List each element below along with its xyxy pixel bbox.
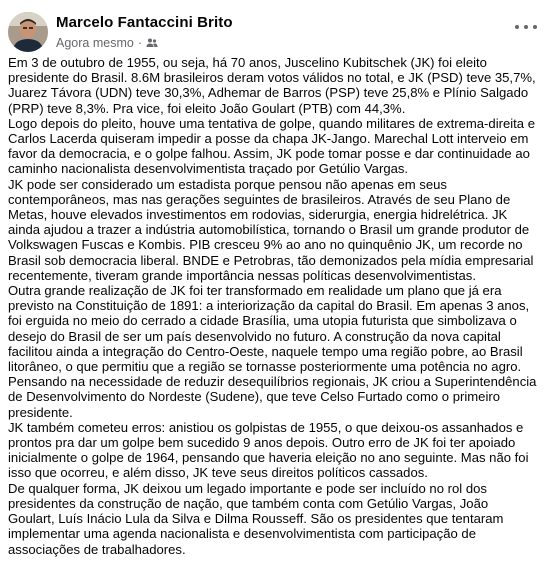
- post-timestamp[interactable]: Agora mesmo: [56, 36, 134, 50]
- post-header: [8, 10, 543, 54]
- post-meta: [56, 36, 158, 50]
- post-paragraph: De qualquer forma, JK deixou um legado importante e pode ser incluído no rol dos presidentes da construção de nação, que também conta com Getúlio Vargas, João Goulart, Luís Inácio Lula da Silva e Dilma Rousseff. São os presidentes que tentaram implementar uma agenda nacionalista e desenvolvimentista com participação de associações de trabalhadores.: [8, 480, 504, 557]
- meta-separator: ·: [137, 36, 142, 50]
- author-name[interactable]: Marcelo Fantaccini Brito: [56, 14, 233, 31]
- more-options-icon[interactable]: [515, 20, 537, 34]
- post-paragraph: JK pode ser considerado um estadista porque pensou não apenas em seus contemporâneos, mas nas gerações seguintes de brasileiros. Através de seu Plano de Metas, houve elevados investimentos em rodovias, siderurgia, energia hidrelétrica. JK ainda ajudou a trazer a indústria automobilística, tornando o Brasil um grande produtor de Volkswagen Fuscas e Kombis. PIB cresceu 9% ao ano no quinquênio JK, um recorde no Brasil sob democracia liberal. BNDE e Petrobras, tão demonizados pela mídia empresarial recentemente, tiveram grande importância nessas políticas desenvolvimentistas.: [8, 176, 534, 283]
- post-paragraph: JK também cometeu erros: anistiou os golpistas de 1955, o que deixou-os assanhados e prontos pra dar um golpe bem sucedido 9 anos depois. Outro erro de JK foi ter apoiado inicialmente o golpe de 1964, pensando que haveria eleição no ano seguinte. Mas não foi isso que ocorreu, e além disso, JK teve seus direitos políticos cassados.: [8, 419, 529, 481]
- post-paragraph: Logo depois do pleito, houve uma tentativa de golpe, quando militares de extrema-direita e Carlos Lacerda quiseram impedir a posse da chapa JK-Jango. Marechal Lott interveio em favor da democracia, e o golpe falhou. Assim, JK pode tomar posse e dar continuidade ao caminho nacionalista desenvolvimentista traçado por Getúlio Vargas.: [8, 115, 535, 177]
- post-paragraph: Pensando na necessidade de reduzir desequilíbrios regionais, JK criou a Superintendência de Desenvolvimento do Nordeste (Sudene), que teve Celso Furtado como o primeiro presidente.: [8, 374, 537, 420]
- avatar-image: [8, 12, 48, 52]
- avatar[interactable]: [8, 12, 48, 52]
- post-body: [8, 55, 538, 557]
- post-paragraph: Em 3 de outubro de 1955, ou seja, há 70 anos, Juscelino Kubitschek (JK) foi eleito presidente do Brasil. 8.6M brasileiros deram votos válidos no total, e JK (PSD) teve 35,7%, Juarez Távora (UDN) teve 30,3%, Adhemar de Barros (PSP) teve 25,8% e Plínio Salgado (PRP) teve 8,3%. Pra vice, foi eleito João Goulart (PTB) com 44,3%.: [8, 55, 536, 116]
- post-paragraph: Outra grande realização de JK foi ter transformado em realidade um plano que já era previsto na Constituição de 1891: a interiorização da capital do Brasil. Em apenas 3 anos, foi erguida no meio do cerrado a cidade Brasília, uma utopia futurista que simbolizava o desejo do Brasil de ser um país desenvolvido no futuro. A construção da nova capital facilitou ainda a integração do Centro-Oeste, naquele tempo uma região pobre, ao Brasil litorâneo, o que permitiu que a região se tornasse posteriormente uma potência no agro.: [8, 283, 530, 375]
- friends-icon[interactable]: [146, 37, 158, 49]
